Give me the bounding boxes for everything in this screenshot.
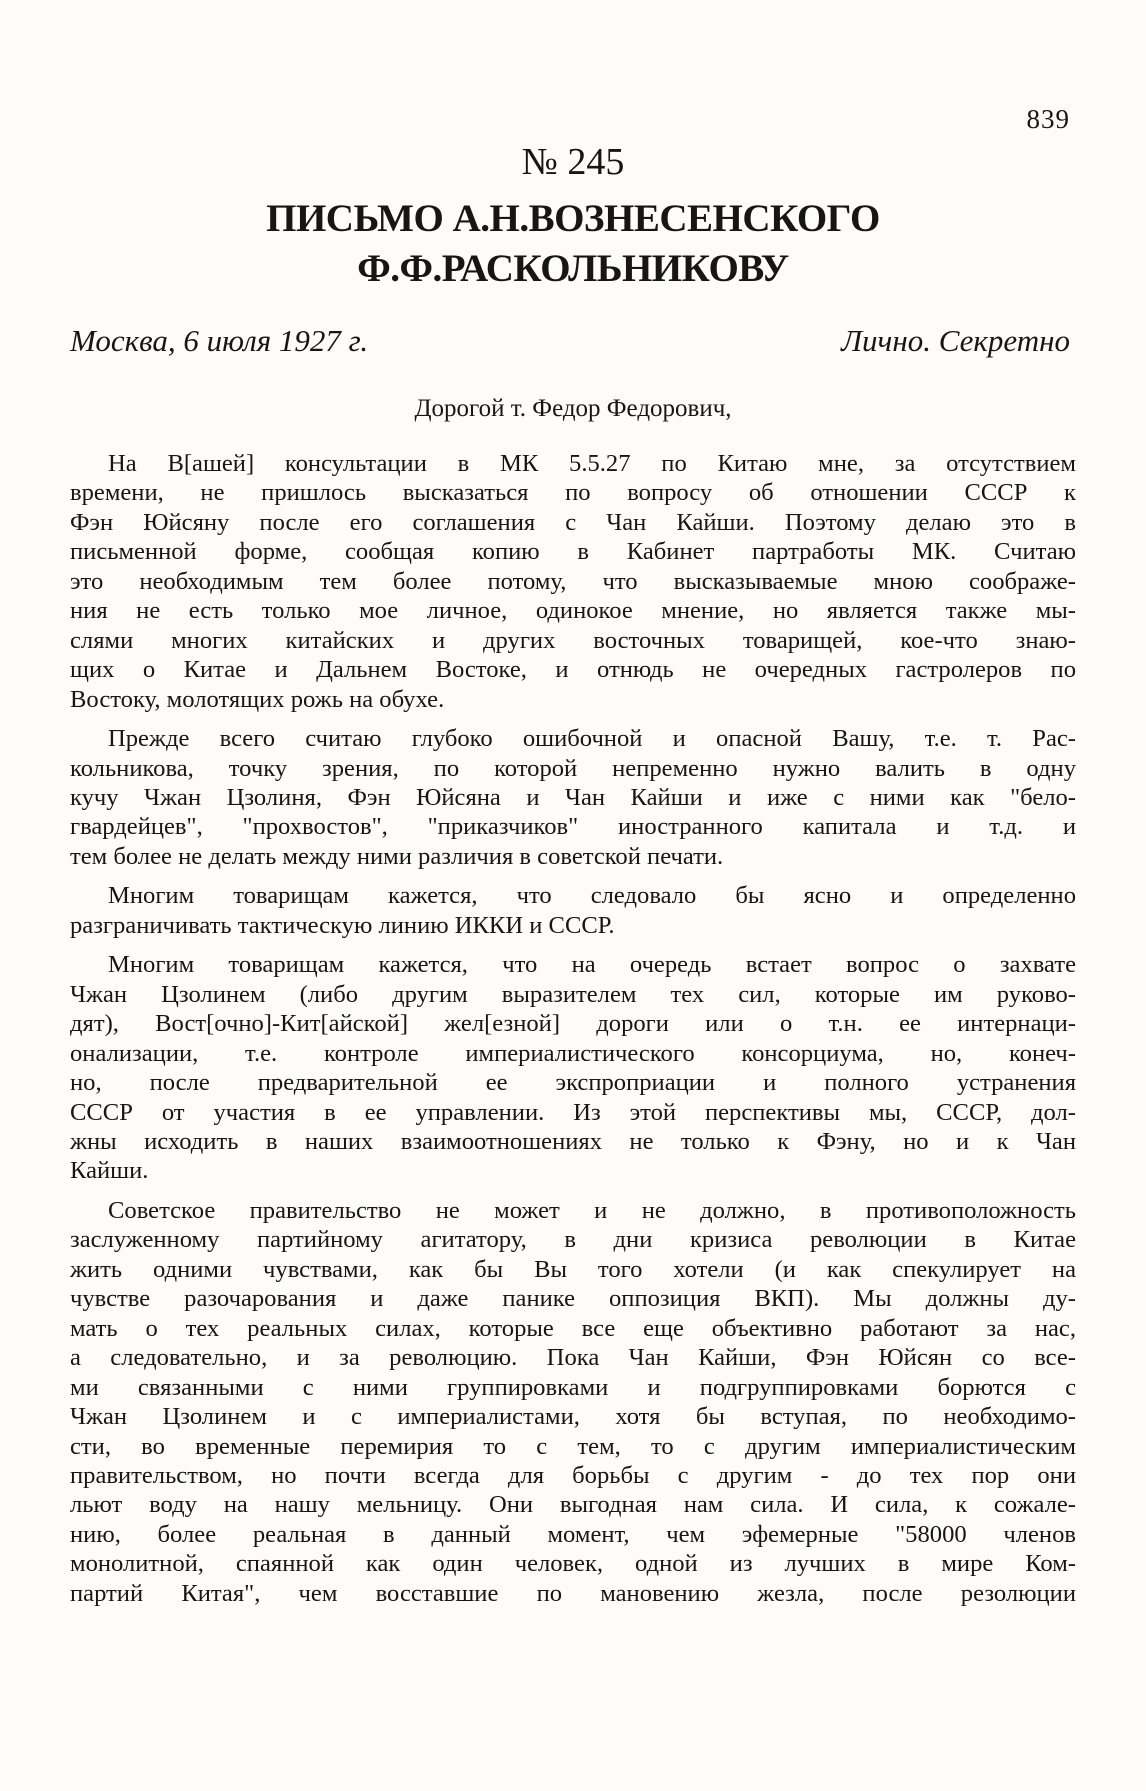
- paragraph-line: Чжан Цзолинем (либо другим выразителем тех сил, которые им руково-: [70, 980, 1076, 1008]
- paragraph-line: Фэн Юйсяну после его соглашения с Чан Кайши. Поэтому делаю это в: [70, 508, 1076, 536]
- paragraph-line: Прежде всего считаю глубоко ошибочной и опасной Вашу, т.е. т. Рас-: [108, 725, 1076, 753]
- classification-mark: Лично. Секретно: [841, 323, 1070, 358]
- paragraph-line: Востоку, молотящих рожь на обухе.: [70, 685, 445, 713]
- document-title-line-2: Ф.Ф.РАСКОЛЬНИКОВУ: [357, 247, 789, 290]
- paragraph-line: Многим товарищам кажется, что на очередь встает вопрос о захвате: [108, 951, 1076, 979]
- letter-body: [70, 449, 1076, 1618]
- paragraph: [70, 449, 1076, 714]
- paragraph-line: партий Китая", чем восставшие по мановению жезла, после резолюции: [70, 1579, 1076, 1607]
- paragraph: [70, 724, 1076, 871]
- paragraph-line: гвардейцев", "прохвостов", "приказчиков" иностранного капитала и т.д. и: [70, 813, 1076, 841]
- paragraph-line: времени, не пришлось высказаться по вопросу об отношении СССР к: [70, 479, 1076, 507]
- paragraph-line: На В[ашей] консультации в МК 5.5.27 по Китаю мне, за отсутствием: [108, 450, 1076, 477]
- paragraph-line: СССР от участия в ее управлении. Из этой перспективы мы, СССР, дол-: [70, 1098, 1076, 1126]
- paragraph-line: кольникова, точку зрения, по которой непременно нужно валить в одну: [70, 754, 1076, 782]
- paragraph-line: льют воду на нашу мельницу. Они выгодная нам сила. И сила, к сожале-: [70, 1491, 1076, 1519]
- paragraph: [70, 950, 1076, 1186]
- paragraph-line: слями многих китайских и других восточных товарищей, кое-что знаю-: [70, 626, 1076, 654]
- paragraph-line: мать о тех реальных силах, которые все еще объективно работают за нас,: [70, 1314, 1076, 1342]
- paragraph-line: заслуженному партийному агитатору, в дни кризиса революции в Китае: [70, 1226, 1076, 1254]
- paragraph-line: чувстве разочарования и даже панике оппозиция ВКП). Мы должны ду-: [70, 1285, 1076, 1313]
- paragraph-line: монолитной, спаянной как один человек, одной из лучших в мире Ком-: [70, 1550, 1076, 1578]
- paragraph-line: разграничивать тактическую линию ИККИ и СССР.: [70, 911, 615, 939]
- paragraph-line: сти, во временные перемирия то с тем, то с другим империалистическим: [70, 1432, 1076, 1460]
- salutation: Дорогой т. Федор Федорович,: [414, 395, 732, 422]
- paragraph-line: нию, более реальная в данный момент, чем эфемерные "58000 членов: [70, 1520, 1076, 1548]
- paragraph-line: Советское правительство не может и не должно, в противоположность: [108, 1196, 1076, 1224]
- page-number: 839: [1026, 104, 1070, 134]
- paragraph-line: ния не есть только мое личное, одинокое мнение, но является также мы-: [70, 597, 1076, 625]
- paragraph: [70, 1196, 1076, 1608]
- document-number: № 245: [521, 141, 625, 183]
- paragraph-line: жить одними чувствами, как бы Вы того хотели (и как спекулирует на: [70, 1255, 1076, 1283]
- paragraph-line: это необходимым тем более потому, что высказываемые мною соображе-: [70, 567, 1076, 595]
- paragraph-line: но, после предварительной ее экспроприации и полного устранения: [70, 1069, 1076, 1097]
- paragraph-line: дят), Вост[очно]-Кит[айской] жел[езной] дороги или о т.н. ее интернаци-: [70, 1010, 1076, 1038]
- document-title-line-1: ПИСЬМО А.Н.ВОЗНЕСЕНСКОГО: [266, 197, 880, 240]
- paragraph-line: а следовательно, и за революцию. Пока Чан Кайши, Фэн Юйсян со все-: [70, 1344, 1076, 1372]
- paragraph-line: кучу Чжан Цзолиня, Фэн Юйсяна и Чан Кайши и иже с ними как "бело-: [70, 783, 1076, 811]
- paragraph-line: ми связанными с ними группировками и подгруппировками борются с: [70, 1373, 1076, 1401]
- paragraph-line: тем более не делать между ними различия в советской печати.: [70, 842, 724, 870]
- paragraph-line: правительством, но почти всегда для борьбы с другим - до тех пор они: [70, 1461, 1076, 1489]
- paragraph-line: Кайши.: [70, 1157, 149, 1185]
- paragraph: [70, 881, 1076, 940]
- paragraph-line: жны исходить в наших взаимоотношениях не только к Фэну, но и к Чан: [70, 1127, 1076, 1155]
- paragraph-line: письменной форме, сообщая копию в Кабинет партработы МК. Считаю: [70, 538, 1076, 566]
- paragraph-line: щих о Китае и Дальнем Востоке, и отнюдь не очередных гастролеров по: [70, 656, 1076, 684]
- paragraph-line: Чжан Цзолинем и с империалистами, хотя бы вступая, по необходимо-: [70, 1403, 1076, 1431]
- paragraph-line: онализации, т.е. контроле империалистического консорциума, но, конеч-: [70, 1039, 1076, 1067]
- place-and-date: Москва, 6 июля 1927 г.: [70, 323, 369, 358]
- paragraph-line: Многим товарищам кажется, что следовало бы ясно и определенно: [108, 882, 1076, 910]
